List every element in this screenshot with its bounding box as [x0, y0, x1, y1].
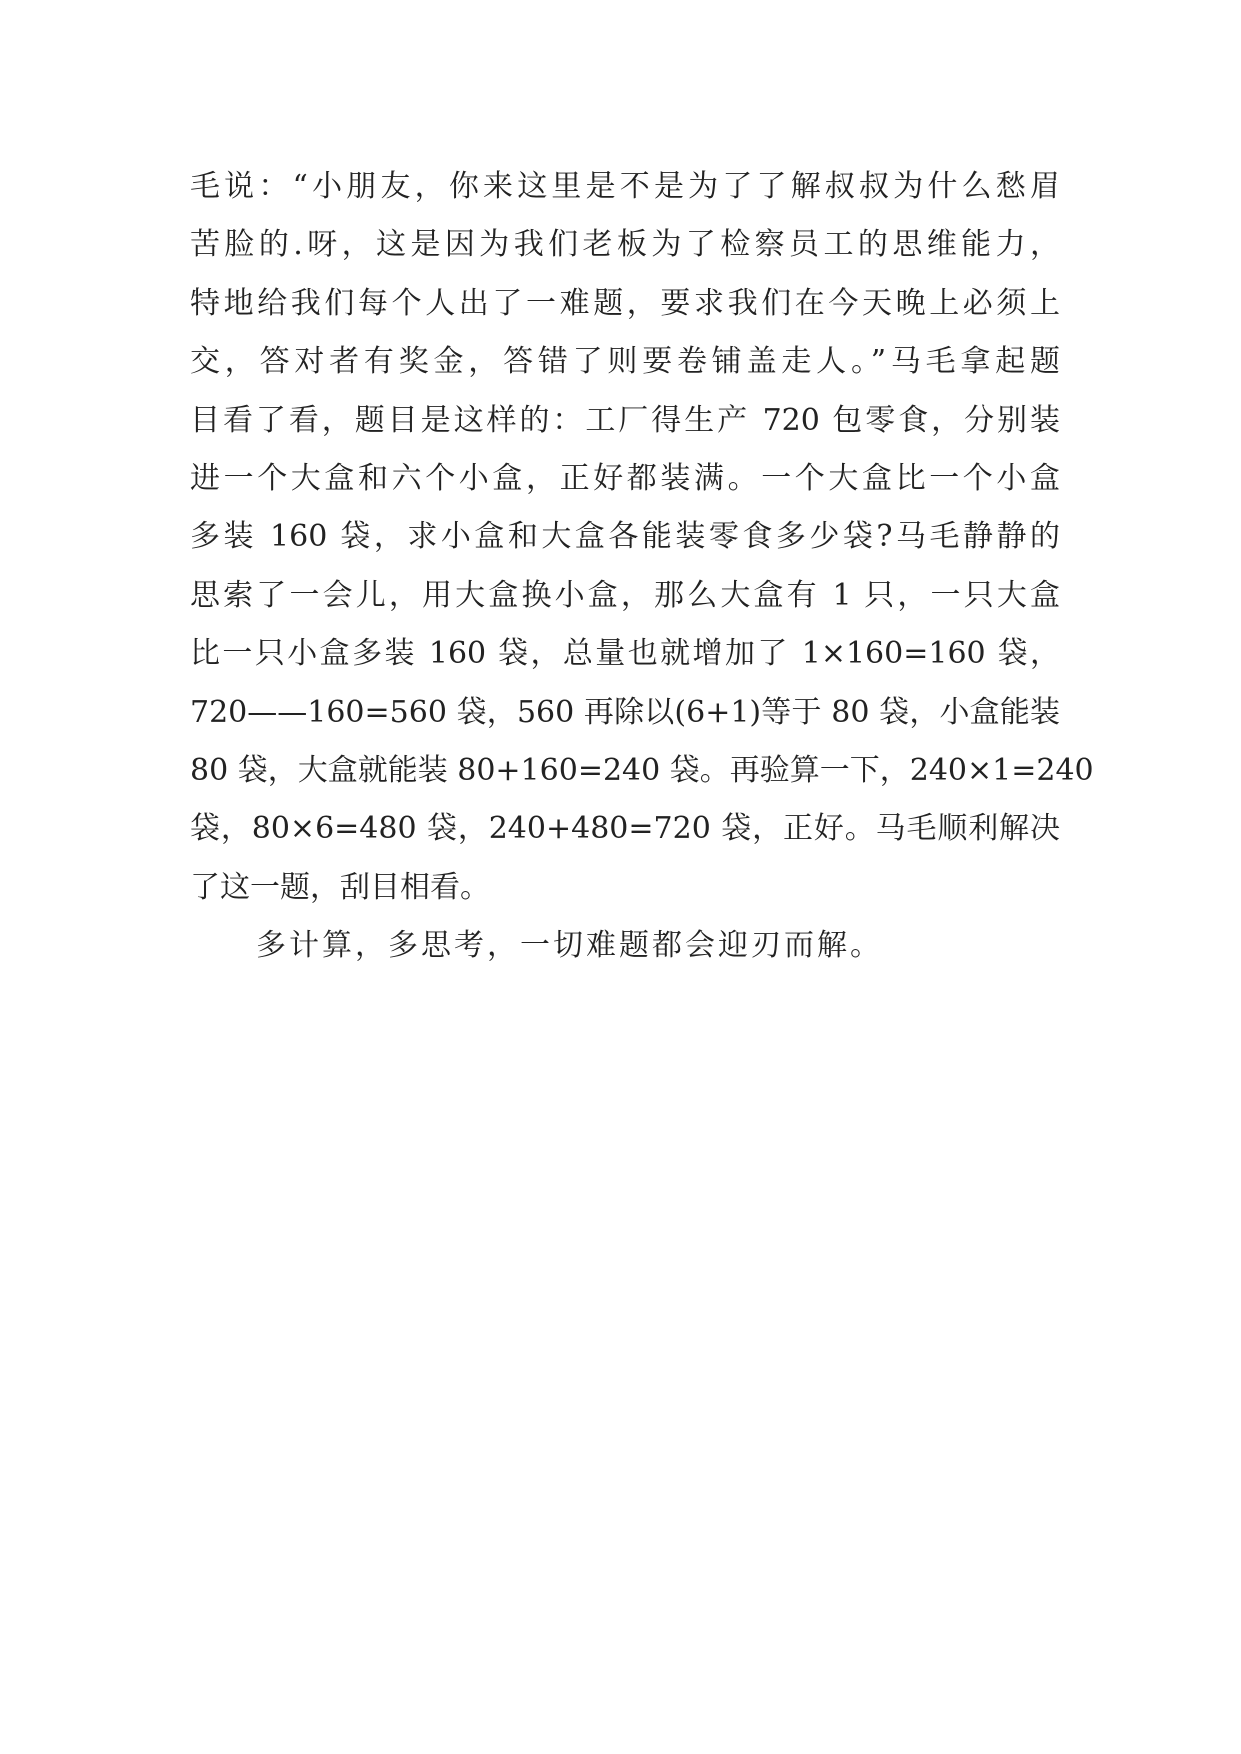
- text-line: 特地给我们每个人出了一难题，要求我们在今天晚上必须上: [190, 285, 1060, 321]
- text-line: 80 袋，大盒就能装 80+160=240 袋。再验算一下，240×1=240: [190, 752, 1094, 788]
- text-line: 思索了一会儿，用大盒换小盒，那么大盒有 1 只，一只大盒: [190, 577, 1060, 613]
- text-line: 720——160=560 袋，560 再除以(6+1)等于 80 袋，小盒能装: [190, 694, 1060, 730]
- text-line: 目看了看，题目是这样的：工厂得生产 720 包零食，分别装: [190, 402, 1060, 438]
- text-line: 多装 160 袋，求小盒和大盒各能装零食多少袋?马毛静静的: [190, 519, 1060, 555]
- text-line: 毛说：“小朋友，你来这里是不是为了了解叔叔为什么愁眉: [190, 169, 1060, 204]
- paragraph-conclusion: [190, 917, 1060, 975]
- conclusion-text: 多计算，多思考，一切难题都会迎刃而解。: [256, 928, 883, 964]
- text-line: 比一只小盒多装 160 袋，总量也就增加了 1×160=160 袋，: [190, 636, 1060, 672]
- document-body: [190, 158, 1094, 975]
- text-line: 进一个大盒和六个小盒，正好都装满。一个大盒比一个小盒: [190, 460, 1060, 496]
- text-line: 袋，80×6=480 袋，240+480=720 袋，正好。马毛顺利解决: [190, 811, 1060, 847]
- text-line: 了这一题，刮目相看。: [190, 869, 490, 905]
- text-line: 苦脸的.呀，这是因为我们老板为了检察员工的思维能力，: [190, 227, 1060, 263]
- text-line: 交，答对者有奖金，答错了则要卷铺盖走人。”马毛拿起题: [190, 344, 1060, 380]
- paragraph-story: [190, 158, 1094, 917]
